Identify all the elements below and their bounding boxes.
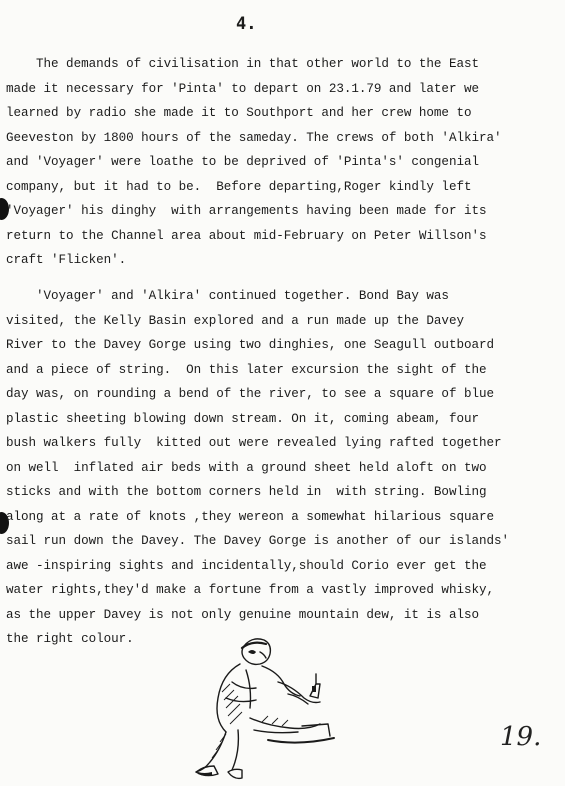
paragraph-pinta-departure <box>6 52 558 273</box>
text-line: as the upper Davey is not only genuine mountain dew, it is also <box>6 607 479 622</box>
text-line: sticks and with the bottom corners held in with string. Bowling <box>6 485 487 499</box>
text-line: water rights,they'd make a fortune from a vastly improved whisky, <box>6 583 494 597</box>
text-line: day was, on rounding a bend of the river, to see a square of blue <box>6 387 494 401</box>
paragraph-davey-river <box>6 284 558 652</box>
page-number-top: 4. <box>236 14 257 34</box>
text-line: bush walkers fully kitted out were revealed lying rafted together <box>6 436 502 450</box>
text-line: Geeveston by 1800 hours of the sameday. The crews of both 'Alkira' <box>6 130 502 145</box>
text-line: the right colour. <box>6 632 134 646</box>
text-line: awe -inspiring sights and incidentally,should Corio ever get the <box>6 558 487 573</box>
text-line: return to the Channel area about mid-February on Peter Willson's <box>6 228 487 243</box>
text-line: craft 'Flicken'. <box>6 253 127 267</box>
text-line: plastic sheeting blowing down stream. On it, coming abeam, four <box>6 411 479 426</box>
text-line: sail run down the Davey. The Davey Gorge is another of our islands' <box>6 534 510 548</box>
text-line: made it necessary for 'Pinta' to depart on 23.1.79 and later we <box>6 81 479 96</box>
text-line: company, but it had to be. Before departing,Roger kindly left <box>6 179 472 194</box>
text-line: 'Voyager' his dinghy with arrangements having been made for its <box>6 204 487 218</box>
page-number-bottom: 19. <box>500 722 542 752</box>
text-line: 'Voyager' and 'Alkira' continued together. Bond Bay was <box>6 289 449 303</box>
sailor-sketch-illustration <box>192 622 342 786</box>
text-line: along at a rate of knots ,they wereon a somewhat hilarious square <box>6 509 494 524</box>
text-line: and 'Voyager' were loathe to be deprived of 'Pinta's' congenial <box>6 155 479 169</box>
text-line: on well inflated air beds with a ground sheet held aloft on two <box>6 460 487 475</box>
text-line: and a piece of string. On this later excursion the sight of the <box>6 362 487 377</box>
text-line: visited, the Kelly Basin explored and a run made up the Davey <box>6 313 464 328</box>
text-line: River to the Davey Gorge using two dinghies, one Seagull outboard <box>6 338 494 352</box>
text-line: learned by radio she made it to Southport and her crew home to <box>6 106 472 120</box>
text-line: The demands of civilisation in that other world to the East <box>6 57 479 71</box>
